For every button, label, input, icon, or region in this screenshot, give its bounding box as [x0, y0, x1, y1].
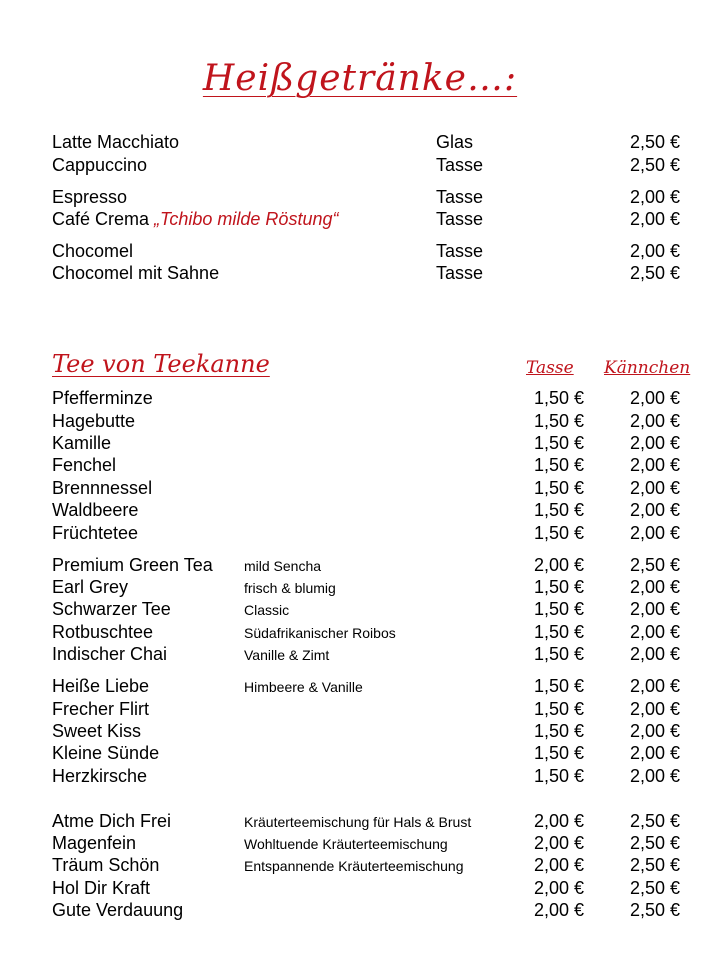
list-item	[0, 154, 720, 176]
price-cup: 1,50 €	[533, 599, 584, 619]
price-pot: 2,00 €	[629, 577, 680, 597]
list-item	[0, 432, 720, 454]
price-cup: 2,00 €	[533, 878, 584, 898]
price-pot: 2,00 €	[629, 644, 680, 664]
price-cup: 1,50 €	[533, 455, 584, 475]
price-cup: 1,50 €	[533, 766, 584, 786]
list-item	[0, 576, 720, 598]
price-pot: 2,00 €	[629, 455, 680, 475]
item-name: Herzkirsche	[52, 766, 148, 786]
item-name: Hagebutte	[52, 411, 136, 431]
price-cup: 1,50 €	[533, 644, 584, 664]
price-pot: 2,00 €	[629, 766, 680, 786]
page-title	[0, 58, 720, 99]
price-cup: 1,50 €	[533, 721, 584, 741]
price-pot: 2,00 €	[629, 676, 680, 696]
item-name: Premium Green Tea	[52, 555, 213, 575]
list-item	[0, 477, 720, 499]
list-item	[0, 522, 720, 544]
item-description: mild Sencha	[244, 558, 322, 574]
column-header-cup: Tasse	[526, 358, 574, 378]
price-pot: 2,00 €	[629, 599, 680, 619]
price-cup: 1,50 €	[533, 500, 584, 520]
column-header-pot: Kännchen	[604, 358, 691, 378]
item-vessel: Tasse	[436, 263, 484, 283]
item-name	[52, 208, 338, 230]
price-pot: 2,50 €	[629, 878, 680, 898]
item-name-text: Café Crema	[52, 209, 155, 229]
item-price: 2,00 €	[629, 187, 680, 207]
item-description: frisch & blumig	[244, 580, 336, 596]
list-item	[0, 643, 720, 665]
price-pot: 2,50 €	[629, 855, 680, 875]
list-item	[0, 131, 720, 153]
list-item	[0, 810, 720, 832]
list-item	[0, 899, 720, 921]
item-name: Rotbuschtee	[52, 622, 154, 642]
price-pot: 2,00 €	[629, 721, 680, 741]
item-name: Atme Dich Frei	[52, 811, 172, 831]
price-pot: 2,00 €	[629, 500, 680, 520]
item-name	[52, 262, 219, 284]
price-pot: 2,00 €	[629, 388, 680, 408]
item-name: Schwarzer Tee	[52, 599, 171, 619]
price-cup: 1,50 €	[533, 676, 584, 696]
list-item	[0, 832, 720, 854]
tea-section-heading: Tee von Teekanne	[52, 350, 270, 378]
item-name: Träum Schön	[52, 855, 160, 875]
item-description: Kräuterteemischung für Hals & Brust	[244, 814, 472, 830]
price-pot: 2,50 €	[629, 811, 680, 831]
item-name: Pfefferminze	[52, 388, 153, 408]
item-name: Indischer Chai	[52, 644, 168, 664]
item-name-text: Espresso	[52, 187, 128, 207]
item-name: Waldbeere	[52, 500, 139, 520]
list-item	[0, 186, 720, 208]
price-cup: 1,50 €	[533, 523, 584, 543]
item-vessel: Tasse	[436, 187, 484, 207]
list-item	[0, 454, 720, 476]
price-pot: 2,00 €	[629, 699, 680, 719]
list-item	[0, 598, 720, 620]
item-name: Magenfein	[52, 833, 137, 853]
page-title-text: Heißgetränke…:	[202, 58, 518, 99]
price-pot: 2,00 €	[629, 433, 680, 453]
price-cup: 1,50 €	[533, 699, 584, 719]
price-cup: 1,50 €	[533, 388, 584, 408]
item-name	[52, 154, 147, 176]
list-item	[0, 208, 720, 230]
price-pot: 2,00 €	[629, 478, 680, 498]
item-name: Kleine Sünde	[52, 743, 160, 763]
item-name: Frecher Flirt	[52, 699, 150, 719]
item-description: Entspannende Kräuterteemischung	[244, 858, 464, 874]
list-item	[0, 720, 720, 742]
price-cup: 1,50 €	[533, 622, 584, 642]
price-pot: 2,00 €	[629, 743, 680, 763]
item-price: 2,50 €	[629, 132, 680, 152]
item-name	[52, 131, 179, 153]
item-vessel: Glas	[436, 132, 474, 152]
price-cup: 2,00 €	[533, 811, 584, 831]
price-cup: 2,00 €	[533, 833, 584, 853]
item-price: 2,50 €	[629, 263, 680, 283]
item-name-text: Latte Macchiato	[52, 132, 180, 152]
item-description: Classic	[244, 602, 290, 618]
list-item	[0, 410, 720, 432]
item-name-text: Chocomel mit Sahne	[52, 263, 220, 283]
item-name: Kamille	[52, 433, 112, 453]
item-price: 2,00 €	[629, 241, 680, 261]
list-item	[0, 621, 720, 643]
item-description: Vanille & Zimt	[244, 647, 330, 663]
item-price: 2,50 €	[629, 155, 680, 175]
price-pot: 2,50 €	[629, 555, 680, 575]
price-cup: 2,00 €	[533, 555, 584, 575]
item-name: Hol Dir Kraft	[52, 878, 151, 898]
item-description: Himbeere & Vanille	[244, 679, 363, 695]
item-highlight: „Tchibo milde Röstung“	[154, 209, 339, 229]
item-name: Earl Grey	[52, 577, 129, 597]
price-pot: 2,50 €	[629, 900, 680, 920]
price-cup: 2,00 €	[533, 855, 584, 875]
item-name-text: Chocomel	[52, 241, 134, 261]
price-pot: 2,00 €	[629, 622, 680, 642]
list-item	[0, 675, 720, 697]
item-name	[52, 240, 133, 262]
item-description: Wohltuende Kräuterteemischung	[244, 836, 448, 852]
price-pot: 2,00 €	[629, 411, 680, 431]
item-name: Früchtetee	[52, 523, 139, 543]
item-name-text: Cappuccino	[52, 155, 148, 175]
item-price: 2,00 €	[629, 209, 680, 229]
list-item	[0, 698, 720, 720]
list-item	[0, 742, 720, 764]
item-name: Heiße Liebe	[52, 676, 150, 696]
item-description: Südafrikanischer Roibos	[244, 625, 396, 641]
item-vessel: Tasse	[436, 155, 484, 175]
item-name	[52, 186, 127, 208]
list-item	[0, 854, 720, 876]
price-cup: 1,50 €	[533, 743, 584, 763]
list-item	[0, 877, 720, 899]
item-name: Sweet Kiss	[52, 721, 142, 741]
price-cup: 2,00 €	[533, 900, 584, 920]
price-cup: 1,50 €	[533, 411, 584, 431]
item-name: Brennnessel	[52, 478, 153, 498]
price-cup: 1,50 €	[533, 577, 584, 597]
list-item	[0, 387, 720, 409]
list-item	[0, 499, 720, 521]
list-item	[0, 554, 720, 576]
price-pot: 2,00 €	[629, 523, 680, 543]
item-vessel: Tasse	[436, 209, 484, 229]
price-pot: 2,50 €	[629, 833, 680, 853]
item-name: Gute Verdauung	[52, 900, 184, 920]
list-item	[0, 765, 720, 787]
list-item	[0, 240, 720, 262]
item-name: Fenchel	[52, 455, 117, 475]
price-cup: 1,50 €	[533, 478, 584, 498]
item-vessel: Tasse	[436, 241, 484, 261]
list-item	[0, 262, 720, 284]
price-cup: 1,50 €	[533, 433, 584, 453]
